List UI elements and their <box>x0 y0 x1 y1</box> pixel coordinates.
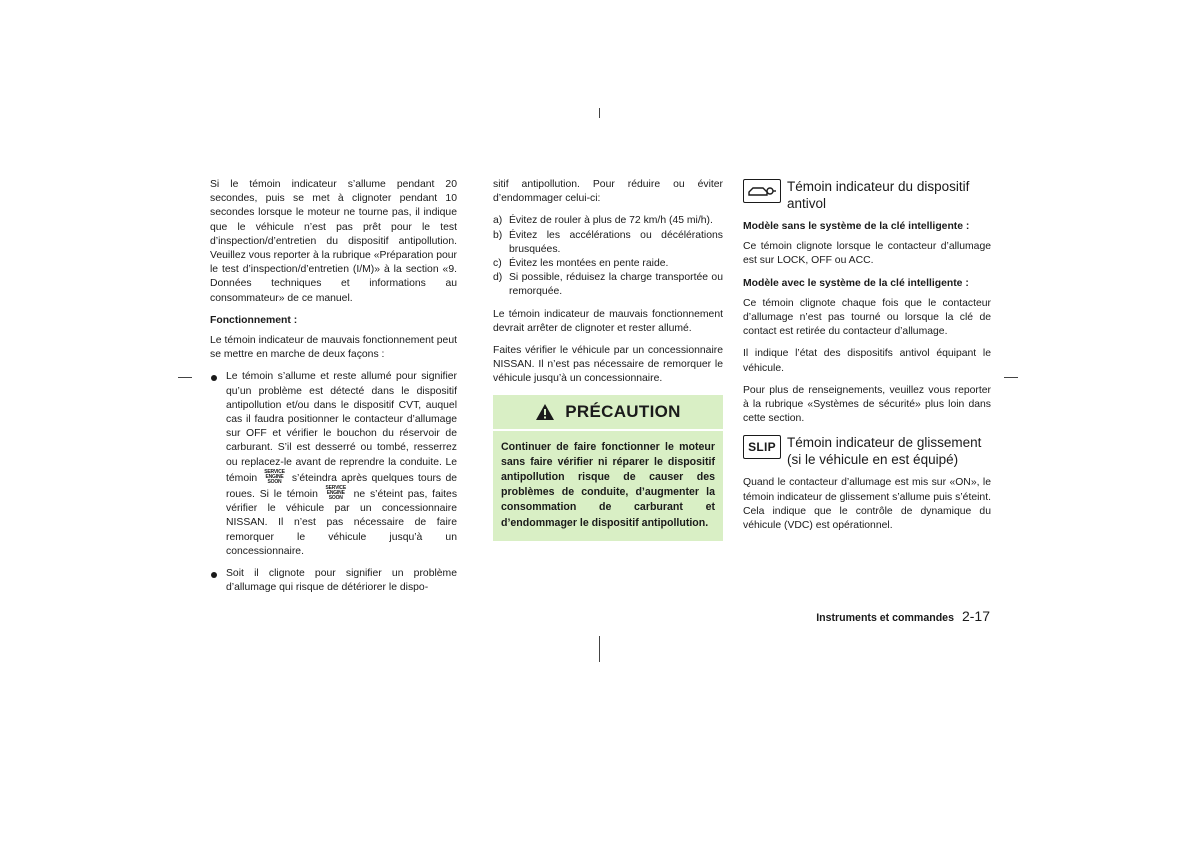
antitheft-paragraph-2: Ce témoin clignote chaque fois que le contacteur d’allumage n’est pas tourné ou lorsque la clé de contact est retirée du contacteur d’allumage. <box>743 297 991 338</box>
antitheft-paragraph-4: Pour plus de renseignements, veuillez vous reporter à la rubrique «Systèmes de sécurité» plus loin dans cette section. <box>743 384 991 425</box>
bullet-1-text-c: ne s’éteint pas, faites vérifier le véhicule par un concessionnaire NISSAN. Il n’est pas nécessaire de faire remorquer le véhicule jusqu’à un concessionnaire. <box>226 489 458 557</box>
advice-item-a: a) Évitez de rouler à plus de 72 km/h (45 mi/h). <box>493 215 713 227</box>
antitheft-paragraph-3: Il indique l’état des dispositifs antivol équipant le véhicule. <box>743 348 991 374</box>
continued-paragraph: sitif antipollution. Pour réduire ou éviter d’endommager celui-ci: <box>493 179 723 205</box>
bullet-list <box>210 370 457 595</box>
caution-title: PRÉCAUTION <box>565 401 681 421</box>
right-margin-mark <box>1004 377 1018 378</box>
bullet-item-1 <box>210 370 457 559</box>
dealer-check-paragraph: Faites vérifier le véhicule par un concessionnaire NISSAN. Il n’est pas nécessaire de remorquer le véhicule jusqu’à un concessionnaire. <box>493 345 723 385</box>
slip-icon: SLIP <box>743 435 781 459</box>
page-footer <box>816 608 990 624</box>
operation-heading: Fonctionnement : <box>210 314 298 326</box>
advice-item-d: d) Si possible, réduisez la charge transportée ou remorquée. <box>493 272 723 298</box>
model-without-key-heading: Modèle sans le système de la clé intelligente : <box>743 221 970 232</box>
blinking-stop-paragraph: Le témoin indicateur de mauvais fonctionnement devrait arrêter de clignoter et rester allumé. <box>493 308 723 334</box>
caution-text: Continuer de faire fonctionner le moteur sans faire vérifier ni réparer le dispositif antipollution risque de causer des problèmes de conduite, d’augmenter la consommation de carburant et d’endommager le dispositif antipollution. <box>501 440 715 529</box>
column-3 <box>743 178 991 541</box>
left-margin-mark <box>178 377 192 378</box>
footer-section-name: Instruments et commandes <box>816 612 954 624</box>
operation-paragraph: Le témoin indicateur de mauvais fonctionnement peut se mettre en marche de deux façons : <box>210 335 457 361</box>
bullet-1-text-b: s’éteindra après quelques tours de roues. Si le témoin <box>226 472 457 501</box>
advice-item-b: b) Évitez les accélérations ou décélérations brusquées. <box>493 229 723 255</box>
advice-item-c: c) Évitez les montées en pente raide. <box>493 258 669 270</box>
bullet-1-text-a: Le témoin s’allume et reste allumé pour signifier qu’un problème est détecté dans le dispositif antipollution et/ou dans le dispositif CVT, auquel cas il faudra positionner le contacteur d’allumage sur OFF et vérifier le bouchon du réservoir de carburant. S’il est desserré ou tombé, resserrez ou replacez-le avant de reprendre la conduite. Le témoin <box>226 371 457 484</box>
antitheft-title: Témoin indicateur du dispositif antivol <box>787 179 970 211</box>
service-engine-soon-icon: SERVICE ENGINE SOON <box>325 485 346 502</box>
model-with-key-heading: Modèle avec le système de la clé intelligente : <box>743 277 969 289</box>
page-number: 2-17 <box>961 608 990 624</box>
caution-box <box>493 395 723 541</box>
column-2 <box>493 178 723 541</box>
center-top-mark <box>599 108 600 118</box>
antitheft-section-header <box>743 178 991 212</box>
caution-header <box>493 395 723 431</box>
column-1 <box>210 178 457 603</box>
intro-paragraph: Si le témoin indicateur s’allume pendant 20 secondes, puis se met à clignoter pendant 10 secondes lorsque le moteur ne tourne pas, il indique que le véhicule n’est pas prêt pour le test d’inspection/d’entretien du dispositif antipollution. Veuillez vous reporter à la rubrique «Préparation pour le test d’inspection/d’entretien (I/M)» à la section «9. Données techniques et informations au consommateur» de ce manuel. <box>210 179 457 304</box>
slip-title: Témoin indicateur de glissement (si le véhicule en est équipé) <box>787 435 982 468</box>
advice-list <box>493 214 723 299</box>
warning-triangle-icon <box>535 403 555 421</box>
slip-section-header <box>743 434 991 468</box>
car-key-icon <box>743 179 781 203</box>
bullet-item-2: Soit il clignote pour signifier un problème d’allumage qui risque de détériorer le dispo- <box>210 567 457 595</box>
center-bottom-mark <box>599 636 600 662</box>
service-engine-soon-icon: SERVICE ENGINE SOON <box>264 468 285 485</box>
antitheft-paragraph-1: Ce témoin clignote lorsque le contacteur d’allumage est sur LOCK, OFF ou ACC. <box>743 241 991 267</box>
slip-paragraph: Quand le contacteur d’allumage est mis sur «ON», le témoin indicateur de glissement s’allume puis s’éteint. Cela indique que le contrôle de dynamique du véhicule (VDC) est opérationnel. <box>743 477 991 532</box>
